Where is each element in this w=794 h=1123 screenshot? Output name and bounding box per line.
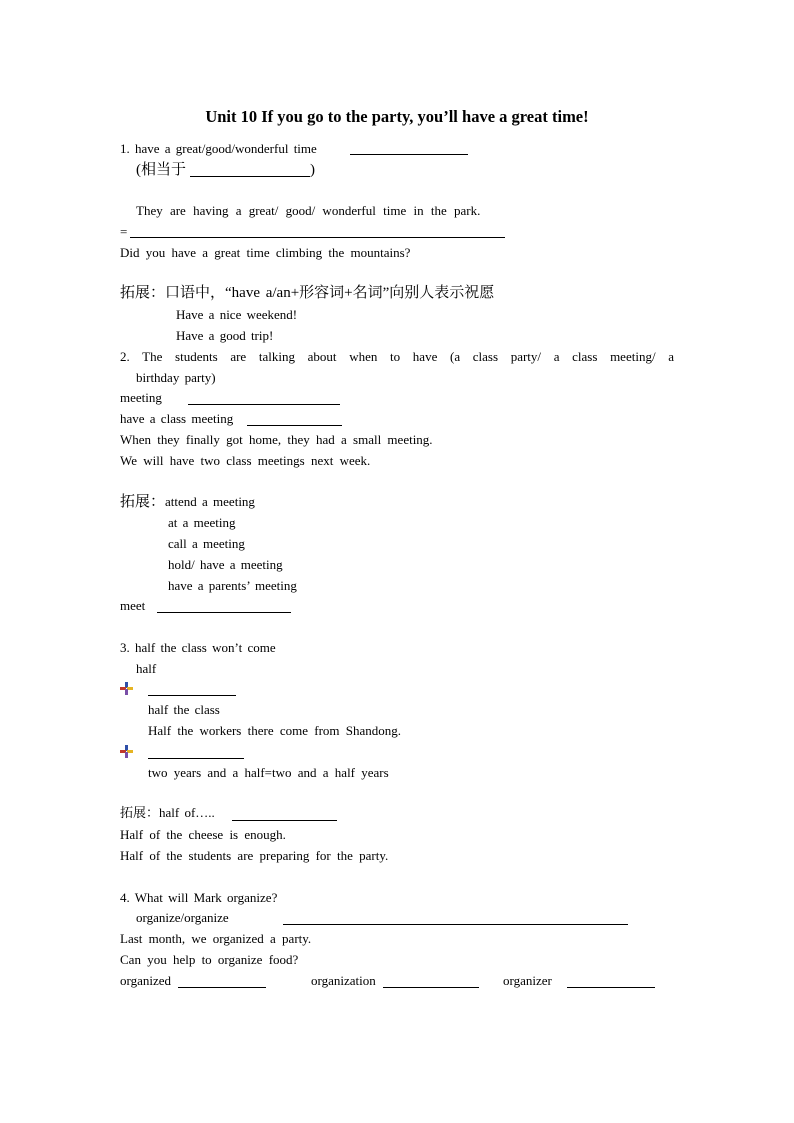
s3-extension: 拓展：half of….. — [120, 805, 215, 820]
s2-extension-label: 拓展： — [120, 494, 166, 510]
answer-blank[interactable] — [190, 176, 310, 177]
s1-example-2: Did you have a great time climbing the mountains? — [120, 245, 411, 260]
s2-example-2: We will have two class meetings next week. — [120, 453, 371, 468]
s1-phrase: 1. have a great/good/wonderful time — [120, 141, 317, 156]
s3-word: half — [136, 661, 157, 676]
answer-blank[interactable] — [157, 612, 291, 613]
s2-extension-item: at a meeting — [168, 515, 236, 530]
s3-usage-2: two years and a half=two and a half years — [148, 765, 389, 780]
answer-blank[interactable] — [188, 404, 340, 405]
s3-usage-1-example: Half the workers there come from Shandong. — [148, 723, 402, 738]
answer-blank[interactable] — [350, 154, 468, 155]
s4-example-2: Can you help to organize food? — [120, 952, 299, 967]
page-title: Unit 10 If you go to the party, you’ll have a great time! — [205, 107, 589, 126]
s2-extension-item: hold/ have a meeting — [168, 557, 283, 572]
s4-word: organize/organize — [136, 910, 229, 925]
s2-extension-item: attend a meeting — [165, 494, 255, 509]
s1-example-1: They are having a great/ good/ wonderful time in the park. — [136, 203, 481, 218]
s1-extension: 拓展：口语中，“have a/an+形容词+名词”向别人表示祝愿 — [120, 285, 495, 301]
s2-extension — [120, 493, 255, 511]
s2-example-1: When they finally got home, they had a small meeting. — [120, 432, 433, 447]
answer-blank[interactable] — [232, 820, 337, 821]
s2-phrase: have a class meeting — [120, 411, 234, 426]
s2-word: meeting — [120, 390, 162, 405]
s2-verb: meet — [120, 598, 146, 613]
s1-wish-1: Have a nice weekend! — [176, 307, 298, 322]
s4-form-organizer: organizer — [503, 973, 552, 988]
s2-question: 2. The students are talking about when to have (a class party/ a class meeting/ a — [120, 349, 674, 364]
answer-blank[interactable] — [283, 924, 628, 925]
answer-blank[interactable] — [247, 425, 342, 426]
s2-extension-item: call a meeting — [168, 536, 245, 551]
s3-usage-1: half the class — [148, 702, 220, 717]
s3-example-1: Half of the cheese is enough. — [120, 827, 286, 842]
s3-question: 3. half the class won’t come — [120, 640, 276, 655]
s1-wish-2: Have a good trip! — [176, 328, 274, 343]
bullet-icon — [120, 682, 133, 695]
s4-example-1: Last month, we organized a party. — [120, 931, 312, 946]
bullet-icon — [120, 745, 133, 758]
s2-question-cont: birthday party) — [136, 370, 216, 385]
answer-blank[interactable] — [383, 987, 479, 988]
answer-blank[interactable] — [130, 237, 505, 238]
s1-equals: = — [120, 224, 128, 239]
s3-example-2: Half of the students are preparing for the party. — [120, 848, 389, 863]
answer-blank[interactable] — [148, 758, 244, 759]
s4-form-organization: organization — [311, 973, 376, 988]
s4-form-organized: organized — [120, 973, 172, 988]
s1-equiv-close: ) — [310, 162, 315, 178]
answer-blank[interactable] — [148, 695, 236, 696]
s4-question: 4. What will Mark organize? — [120, 890, 278, 905]
s2-extension-item: have a parents’ meeting — [168, 578, 297, 593]
s1-equiv-open: (相当于 — [136, 162, 186, 178]
answer-blank[interactable] — [178, 987, 266, 988]
answer-blank[interactable] — [567, 987, 655, 988]
